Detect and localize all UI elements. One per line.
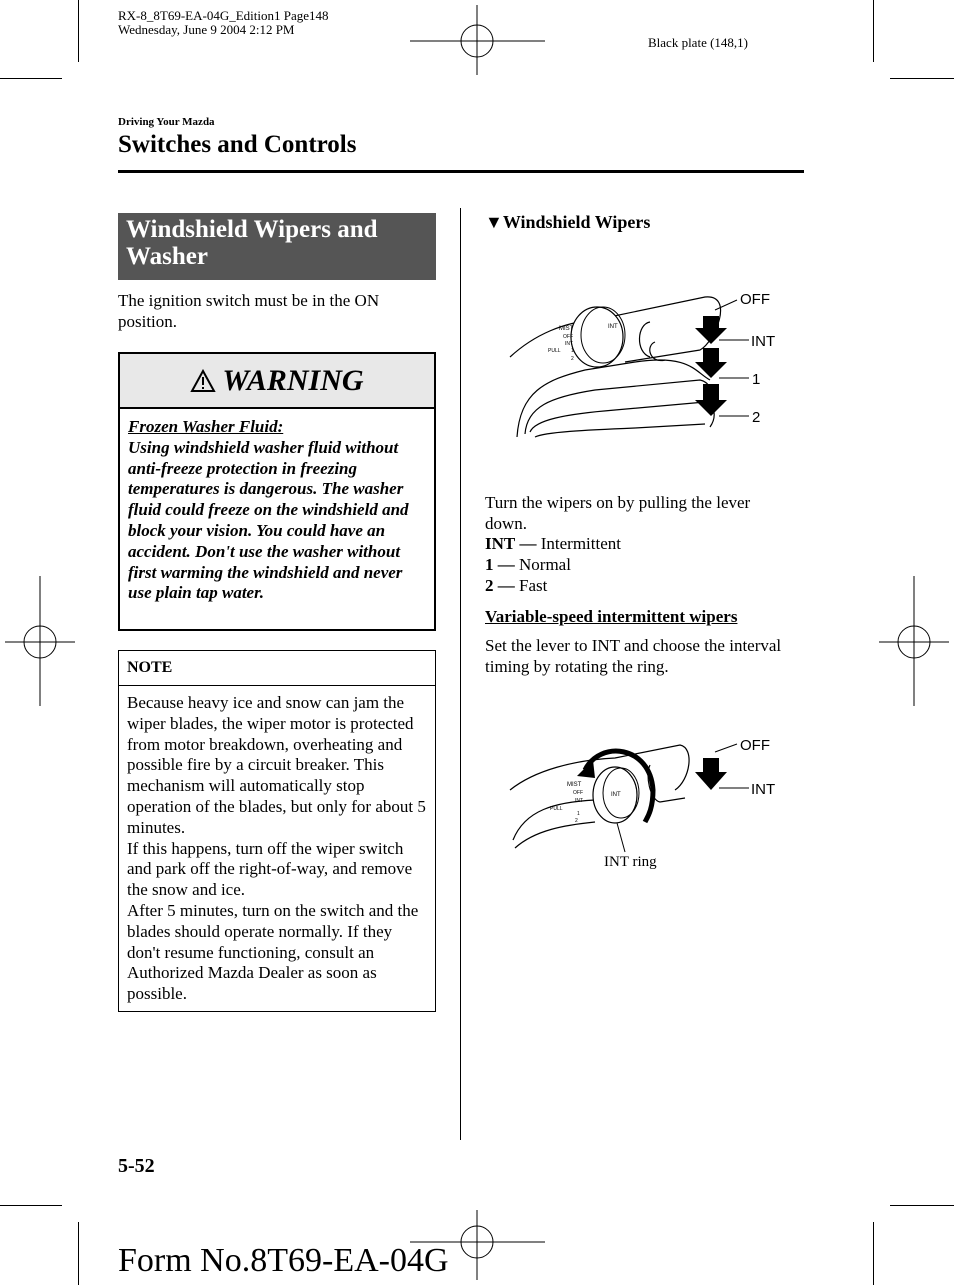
registration-mark-left	[5, 576, 75, 706]
mode-item: 1 — Normal	[485, 555, 571, 574]
crop-mark	[78, 0, 79, 62]
position-arrows	[695, 316, 727, 416]
ring-int-label: INT	[611, 792, 621, 798]
warning-body	[120, 409, 434, 612]
mode-item: INT — Intermittent	[485, 534, 621, 553]
int-label: INT	[751, 333, 776, 350]
header-rule	[118, 170, 804, 173]
triangle-marker-icon: ▼	[485, 212, 503, 232]
page-title: Switches and Controls	[118, 131, 357, 158]
dial-pull-label: PULL	[548, 348, 561, 354]
warning-box	[118, 352, 436, 631]
warning-triangle-icon	[190, 369, 216, 393]
int-label: INT	[751, 781, 776, 798]
warning-label: WARNING	[222, 363, 364, 397]
note-label: NOTE	[119, 651, 435, 686]
dial-mist-label: MIST	[559, 326, 574, 332]
wiper-lever-figure	[505, 282, 795, 442]
rotation-arrow-head-icon	[577, 760, 595, 778]
plate-label: Black plate (148,1)	[648, 35, 748, 50]
note-paragraph: Because heavy ice and snow can jam the wiper blades, the wiper motor is protected from motor breakdown, overheating and possible fire by a circuit breaker. This mechanism will automatically stop operation of the blades, but only for about 5 minutes.	[127, 693, 426, 837]
print-date-line: Wednesday, June 9 2004 2:12 PM	[118, 22, 295, 37]
position-2-label: 2	[752, 409, 761, 426]
position-1-label: 1	[752, 371, 761, 388]
warning-text: Using windshield washer fluid without anti-freeze protection in freezing temperatures is dangerous. The washer fluid could freeze on the windshield and block your vision. You could have an accident. Don't use the washer without first warming the windshield and never use plain tap water.	[128, 437, 409, 603]
lever-dial	[548, 307, 625, 367]
dial-off-label: OFF	[573, 790, 583, 796]
dial-int-label: INT	[575, 798, 584, 804]
note-box	[118, 650, 436, 1012]
variable-text: Set the lever to INT and choose the interval timing by rotating the ring.	[485, 636, 782, 676]
registration-mark-right	[879, 576, 949, 706]
section-heading: Windshield Wipers and Washer	[118, 213, 436, 280]
column-divider	[460, 208, 461, 1140]
mode-list	[485, 533, 621, 596]
crop-mark	[78, 1222, 79, 1285]
instruction-text: Turn the wipers on by pulling the lever down.	[485, 493, 751, 533]
int-ring-label: INT ring	[604, 854, 657, 870]
crop-mark	[890, 78, 954, 79]
dial-one-label: 1	[571, 348, 574, 354]
note-paragraph: After 5 minutes, turn on the switch and the blades should operate normally. If they don't resume functioning, consult an Authorized Mazda Dealer as soon as possible.	[127, 900, 419, 1004]
crop-mark	[890, 1205, 954, 1206]
note-body	[119, 686, 435, 1012]
registration-mark-top	[410, 5, 545, 75]
dial-off-label: OFF	[563, 334, 573, 340]
crop-mark	[0, 78, 62, 79]
crop-mark	[0, 1205, 62, 1206]
dial-one-label: 1	[577, 811, 580, 817]
dial-pull-label: PULL	[550, 806, 563, 812]
warning-subtitle: Frozen Washer Fluid:	[128, 417, 284, 436]
warning-header	[120, 354, 434, 409]
print-job-line: RX-8_8T69-EA-04G_Edition1 Page148	[118, 8, 329, 23]
dial-int-label: INT	[565, 341, 574, 347]
intro-text: The ignition switch must be in the ON position.	[118, 291, 380, 331]
page-number: 5-52	[118, 1155, 155, 1177]
dial-mist-label: MIST	[567, 782, 582, 788]
off-label: OFF	[740, 291, 770, 308]
ring-int-label: INT	[608, 324, 618, 330]
subheading-text: Windshield Wipers	[502, 212, 651, 232]
subheading	[485, 212, 650, 233]
section-label: Driving Your Mazda	[118, 116, 215, 128]
dial-two-label: 2	[571, 356, 574, 362]
variable-heading: Variable-speed intermittent wipers	[485, 607, 738, 626]
dial-two-label: 2	[575, 818, 578, 824]
off-label: OFF	[740, 737, 770, 754]
crop-mark	[873, 1222, 874, 1285]
position-arrow	[695, 758, 727, 790]
crop-mark	[873, 0, 874, 62]
form-number: Form No.8T69-EA-04G	[118, 1242, 449, 1279]
note-paragraph: If this happens, turn off the wiper switch and park off the right-of-way, and remove the snow and ice.	[127, 838, 413, 900]
mode-item: 2 — Fast	[485, 576, 548, 595]
